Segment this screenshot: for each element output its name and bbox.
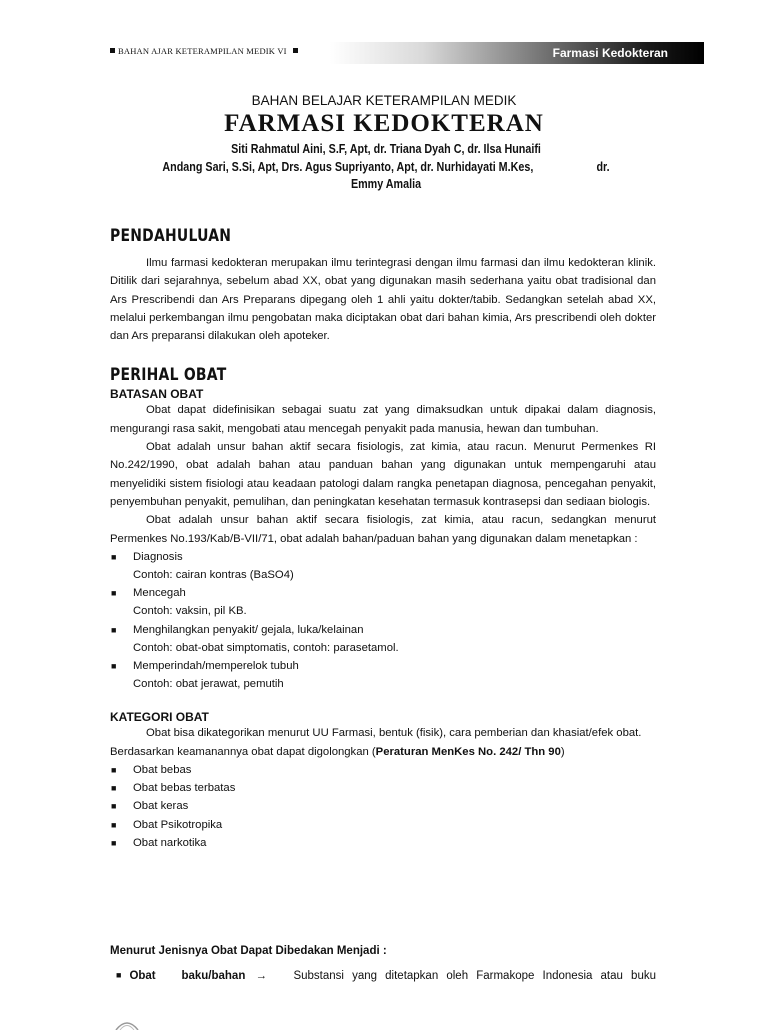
bullet-icon: ■: [111, 588, 117, 599]
pendahuluan-paragraph: Ilmu farmasi kedokteran merupakan ilmu terintegrasi dengan ilmu farmasi dan ilmu kedokteran klinik. Ditilik dari sejarahnya, sebelum abad XX, obat yang digunakan masih sederhana yaitu obat tradisional dan Ars Prescribendi dan Ars Preparans dipegang oleh 1 ahli yaitu dokter/tabib. Sedangkan setelah abad XX, melalui perkembangan ilmu pengobatan maka diciptakan obat dari bahan kimia, Ars prescribendi oleh dokter dan Ars preparansi dilakukan oleh apoteker.: [110, 257, 656, 343]
doc-title: FARMASI KEDOKTERAN: [224, 110, 544, 137]
batasan-paragraph-3: Obat adalah unsur bahan aktif secara fisiologis, zat kimia, atau racun, sedangkan menurut Permenkes No.193/Kab/B-VII/71, obat adalah bahan/paduan bahan yang digunakan dalam menetapkan :: [110, 514, 656, 545]
jenis-term-b: baku/bahan: [181, 970, 246, 982]
bullet-icon: ■: [111, 765, 117, 776]
bullet-icon: ■: [111, 551, 117, 562]
list-item: ■ Mencegah Contoh: vaksin, pil KB.: [110, 584, 656, 620]
jenis-desc: Substansi yang ditetapkan oleh Farmakope Indonesia atau buku: [293, 970, 656, 982]
authors: [162, 141, 609, 194]
header-left-text: BAHAN AJAR KETERAMPILAN MEDIK VI: [118, 46, 287, 56]
header-right-title: Farmasi Kedokteran: [552, 46, 668, 60]
batasan-paragraph-2: Obat adalah unsur bahan aktif secara fisiologis, zat kimia, atau racun. Menurut Permenkes RI No.242/1990, obat adalah bahan atau panduan bahan yang digunakan untuk mempengaruhi atau menyelidiki sistem fisiologi atau keadaan patologi dalam rangka penetapan diagnosa, pencegahan penyakit, penyembuhan penyakit, pemulihan, dan peningkatan kesehatan termasuk kontrasepsi dan sediaan biologis.: [110, 441, 656, 508]
list-item: ■ Obat narkotika: [110, 834, 656, 852]
arrow-icon: →: [255, 970, 267, 982]
square-icon: [110, 48, 115, 53]
bullet-icon: ■: [111, 819, 117, 830]
list-item: ■ Diagnosis Contoh: cairan kontras (BaSO4): [110, 548, 656, 584]
list-item: ■ Menghilangkan penyakit/ gejala, luka/kelainan Contoh: obat-obat simptomatis, contoh: parasetamol.: [110, 621, 656, 657]
bullet-icon: ■: [111, 783, 117, 794]
section-heading-pendahuluan: PENDAHULUAN: [110, 226, 232, 246]
bullet-icon: ■: [111, 801, 117, 812]
list-item: ■ Obat keras: [110, 797, 656, 815]
header-left: [110, 46, 301, 56]
bullet-icon: ■: [116, 970, 122, 980]
jenis-term-a: Obat: [129, 970, 156, 982]
list-item: ■ Obat bebas terbatas: [110, 779, 656, 797]
bullet-icon: ■: [111, 837, 117, 848]
authors-line-1: Siti Rahmatul Aini, S.F, Apt, dr. Triana Dyah C, dr. Ilsa Hunaifi: [231, 142, 541, 156]
list-item: ■ Memperindah/memperelok tubuh Contoh: obat jerawat, pemutih: [110, 657, 656, 693]
subheading-kategori: KATEGORI OBAT: [110, 710, 209, 725]
content: [110, 226, 656, 852]
authors-line-2a: Andang Sari, S.Si, Apt, Drs. Agus Supriyanto, Apt, dr. Nurhidayati M.Kes,: [162, 159, 534, 174]
list-item: ■ Obat bebas: [110, 761, 656, 779]
kategori-paragraph-2: Berdasarkan keamanannya obat dapat digolongkan (Peraturan MenKes No. 242/ Thn 90): [110, 745, 565, 758]
bullet-icon: ■: [111, 661, 117, 672]
category-list: [110, 761, 656, 852]
uses-list: [110, 548, 656, 694]
batasan-paragraph-1: Obat dapat didefinisikan sebagai suatu zat yang dimaksudkan untuk dipakai dalam diagnosis, mengurangi rasa sakit, mengobati atau mencegah penyakit pada manusia, hewan dan tumbuhan.: [110, 404, 656, 435]
bullet-icon: ■: [111, 624, 117, 635]
logo-fragment-icon: [114, 1016, 140, 1030]
jenis-item: [116, 970, 656, 982]
square-icon: [293, 48, 298, 53]
kategori-paragraph-1: Obat bisa dikategorikan menurut UU Farmasi, bentuk (fisik), cara pemberian dan khasiat/efek obat.: [146, 727, 642, 740]
doc-subtitle: BAHAN BELAJAR KETERAMPILAN MEDIK: [251, 93, 517, 108]
jenis-heading: Menurut Jenisnya Obat Dapat Dibedakan Menjadi :: [110, 945, 387, 957]
subheading-batasan: BATASAN OBAT: [110, 387, 204, 402]
authors-line-2b: dr.: [596, 159, 610, 174]
authors-line-2: [162, 159, 609, 177]
section-heading-perihal: PERIHAL OBAT: [110, 365, 227, 386]
list-item: ■ Obat Psikotropika: [110, 816, 656, 834]
authors-line-3: Emmy Amalia: [350, 177, 422, 191]
